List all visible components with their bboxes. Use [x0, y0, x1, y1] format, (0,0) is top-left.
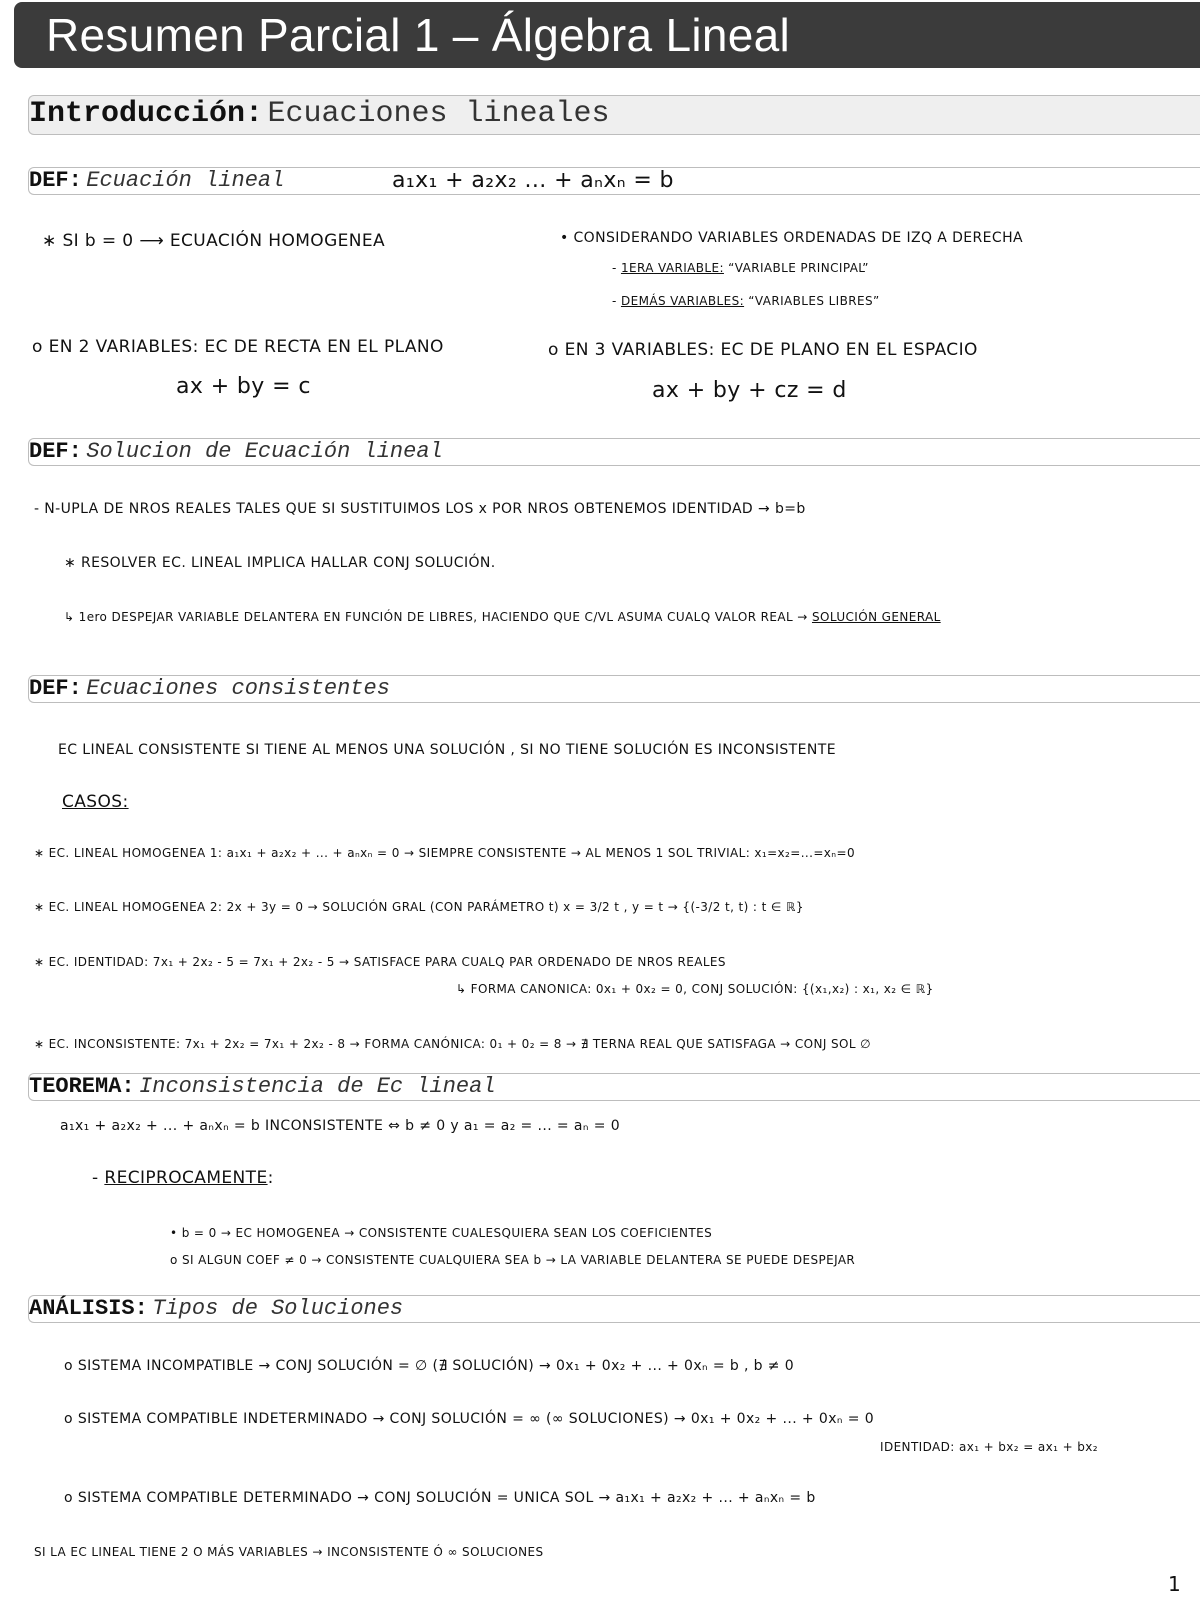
teorema-bullet1: • b = 0 → EC HOMOGENEA → CONSISTENTE CUALESQUIERA SEAN LOS COEFICIENTES [170, 1226, 713, 1240]
def1-demas-label: DEMÁS VARIABLES: [620, 294, 745, 308]
page-number: 1 [1168, 1572, 1181, 1596]
def3-caso2: ∗ EC. LINEAL HOMOGENEA 2: 2x + 3y = 0 → SOLUCIÓN GRAL (CON PARÁMETRO t) x = 3/2 t , y = t → {(-3/2 t, t) : t ∈ ℝ} [34, 900, 804, 914]
analisis-footer-note: SI LA EC LINEAL TIENE 2 O MÁS VARIABLES → INCONSISTENTE Ó ∞ SOLUCIONES [34, 1545, 544, 1559]
analisis-header [28, 1295, 1200, 1323]
def2-line1: - N-UPLA DE NROS REALES TALES QUE SI SUSTITUIMOS LOS x POR NROS OBTENEMOS IDENTIDAD → b=b [34, 501, 806, 517]
teorema-recip-dash: - [92, 1168, 99, 1188]
def3-caso3b: ↳ FORMA CANONICA: 0x₁ + 0x₂ = 0, CONJ SOLUCIÓN: {(x₁,x₂) : x₁, x₂ ∈ ℝ} [456, 982, 934, 996]
title-bar [14, 2, 1200, 68]
def1-tres-variables: o EN 3 VARIABLES: EC DE PLANO EN EL ESPACIO [548, 340, 978, 360]
def2-line3-text: ↳ 1ero DESPEJAR VARIABLE DELANTERA EN FUNCIÓN DE LIBRES, HACIENDO QUE C/VL ASUMA CUALQ VALOR REAL → [64, 610, 808, 624]
def1-homogenea: ∗ SI b = 0 ⟶ ECUACIÓN HOMOGENEA [42, 231, 386, 251]
def1-formula: a₁x₁ + a₂x₂ ... + aₙxₙ = b [392, 168, 674, 193]
def3-key: DEF: [29, 676, 82, 701]
intro-key: Introducción: [29, 97, 264, 131]
intro-header [28, 95, 1200, 135]
def3-term: Ecuaciones consistentes [86, 676, 390, 701]
def1-tres-variables-formula: ax + by + cz = d [652, 378, 847, 403]
def2-line3 [64, 610, 941, 624]
teorema-key: TEOREMA: [29, 1074, 135, 1099]
teorema-reciprocamente [92, 1168, 274, 1188]
intro-term: Ecuaciones lineales [267, 97, 610, 131]
def3-caso1: ∗ EC. LINEAL HOMOGENEA 1: a₁x₁ + a₂x₂ + ... + aₙxₙ = 0 → SIEMPRE CONSISTENTE → AL MENOS 1 SOL TRIVIAL: x₁=x₂=...=xₙ=0 [34, 846, 855, 860]
def2-line2: ∗ RESOLVER EC. LINEAL IMPLICA HALLAR CONJ SOLUCIÓN. [64, 555, 496, 571]
analisis-identidad: IDENTIDAD: ax₁ + bx₂ = ax₁ + bx₂ [880, 1440, 1098, 1454]
def1-demas: - DEMÁS VARIABLES: “VARIABLES LIBRES” [612, 294, 880, 308]
def1-demas-value: “VARIABLES LIBRES” [748, 294, 880, 308]
def3-casos: CASOS: [62, 792, 129, 812]
def2-solucion-general: SOLUCIÓN GENERAL [811, 610, 941, 624]
def-consistentes-header [28, 675, 1200, 703]
def1-dos-variables-formula: ax + by = c [176, 374, 311, 399]
def1-ordenadas: • CONSIDERANDO VARIABLES ORDENADAS DE IZQ A DERECHA [560, 230, 1023, 246]
def1-term: Ecuación lineal [86, 168, 285, 193]
def1-key: DEF: [29, 168, 82, 193]
analisis-determinado: o SISTEMA COMPATIBLE DETERMINADO → CONJ SOLUCIÓN = UNICA SOL → a₁x₁ + a₂x₂ + ... + aₙxₙ = b [64, 1490, 816, 1506]
analisis-incompatible: o SISTEMA INCOMPATIBLE → CONJ SOLUCIÓN = ∅ (∄ SOLUCIÓN) → 0x₁ + 0x₂ + ... + 0xₙ = b , b ≠ 0 [64, 1358, 795, 1374]
teorema-recip-label: RECIPROCAMENTE [104, 1168, 268, 1188]
def1-primera-value: “VARIABLE PRINCIPAL” [728, 261, 869, 275]
def3-line1: EC LINEAL CONSISTENTE SI TIENE AL MENOS UNA SOLUCIÓN , SI NO TIENE SOLUCIÓN ES INCONSISTENTE [58, 742, 836, 758]
def1-dos-variables: o EN 2 VARIABLES: EC DE RECTA EN EL PLANO [32, 337, 444, 357]
def3-caso3: ∗ EC. IDENTIDAD: 7x₁ + 2x₂ - 5 = 7x₁ + 2x₂ - 5 → SATISFACE PARA CUALQ PAR ORDENADO DE NROS REALES [34, 955, 726, 969]
teorema-bullet2: o SI ALGUN COEF ≠ 0 → CONSISTENTE CUALQUIERA SEA b → LA VARIABLE DELANTERA SE PUEDE DESPEJAR [170, 1253, 856, 1267]
def-solucion-header [28, 438, 1200, 466]
def3-caso4: ∗ EC. INCONSISTENTE: 7x₁ + 2x₂ = 7x₁ + 2x₂ - 8 → FORMA CANÓNICA: 0₁ + 0₂ = 8 → ∄ TERNA REAL QUE SATISFAGA → CONJ SOL ∅ [34, 1037, 871, 1051]
teorema-line1: a₁x₁ + a₂x₂ + ... + aₙxₙ = b INCONSISTENTE ⇔ b ≠ 0 y a₁ = a₂ = ... = aₙ = 0 [60, 1118, 621, 1134]
def1-primera: - 1ERA VARIABLE: “VARIABLE PRINCIPAL” [612, 261, 869, 275]
teorema-term: Inconsistencia de Ec lineal [139, 1074, 496, 1099]
def1-primera-label: 1ERA VARIABLE: [620, 261, 724, 275]
page-title: Resumen Parcial 1 – Álgebra Lineal [46, 9, 791, 61]
analisis-key: ANÁLISIS: [29, 1296, 148, 1321]
teorema-recip-colon: : [267, 1168, 274, 1188]
analisis-indeterminado: o SISTEMA COMPATIBLE INDETERMINADO → CONJ SOLUCIÓN = ∞ (∞ SOLUCIONES) → 0x₁ + 0x₂ + ... + 0xₙ = 0 [64, 1411, 875, 1427]
analisis-term: Tipos de Soluciones [152, 1296, 404, 1321]
def2-term: Solucion de Ecuación lineal [86, 439, 443, 464]
def2-key: DEF: [29, 439, 82, 464]
teorema-header [28, 1073, 1200, 1101]
